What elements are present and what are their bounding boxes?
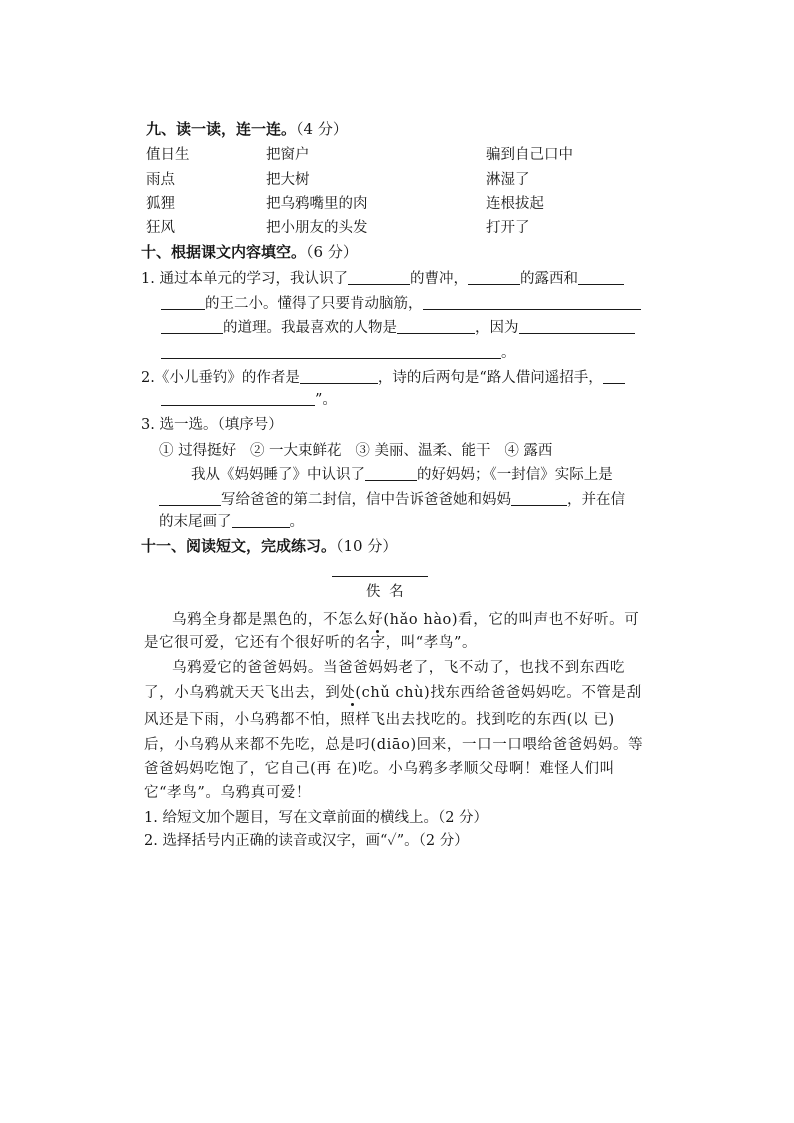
q9-col1-item: 狐狸 (146, 196, 175, 212)
q9-col1-item: 值日生 (146, 147, 190, 163)
title-answer-line[interactable] (332, 576, 428, 577)
answer-blank[interactable] (161, 391, 315, 406)
q11-heading: 十一、阅读短文，完成练习。（10 分） (141, 537, 398, 555)
paragraph-line: 后，小乌鸦从来都不先吃，总是叼(diāo)回来，一口一口喂给爸爸妈妈。等 (144, 737, 644, 753)
answer-blank[interactable] (519, 319, 635, 334)
q10-item3-options (159, 442, 552, 460)
q9-col2-item: 把小朋友的头发 (266, 220, 368, 236)
answer-blank[interactable] (161, 344, 501, 359)
answer-blank[interactable] (365, 466, 417, 481)
q9-col3-item: 连根拔起 (486, 196, 544, 212)
q10-item1-line2: 的王二小。懂得了只要肯动脑筋， (161, 295, 641, 313)
q10-item3-line1: 我从《妈妈睡了》中认识了 的好妈妈；《一封信》实际上是 (191, 467, 613, 483)
q9-col1-item: 雨点 (146, 172, 175, 188)
option-2: ② 一大束鲜花 (249, 443, 342, 459)
answer-blank[interactable] (232, 513, 290, 528)
paragraph-line: 了，小乌鸦就天天飞出去，到处(chǔ chù)找东西给爸爸妈妈吃。不管是刮 (144, 685, 642, 701)
q10-item1-line1: 1. 通过本单元的学习，我认识了 的曹冲， 的露西和 (141, 270, 624, 288)
answer-blank[interactable] (161, 319, 223, 334)
paragraph-line: 是它很可爱，它还有个很好听的名字，叫“孝鸟”。 (144, 635, 478, 651)
q9-col3-item: 淋湿了 (486, 172, 530, 188)
answer-blank[interactable] (468, 270, 520, 285)
q11-question-1: 1. 给短文加个题目，写在文章前面的横线上。（2 分） (144, 810, 489, 826)
option-4: ④ 露西 (504, 443, 553, 459)
answer-blank[interactable] (397, 319, 475, 334)
q10-item1-line4: 。 (161, 344, 516, 362)
answer-blank[interactable] (511, 491, 567, 506)
q10-item3-line2: 写给爸爸的第二封信，信中告诉爸爸她和妈妈 ，并在信 (159, 491, 625, 509)
q10-item1-line3: 的道理。我最喜欢的人物是 ，因为 (161, 319, 635, 337)
q10-heading: 十、根据课文内容填空。（6 分） (141, 243, 358, 261)
q11-question-2: 2. 选择括号内正确的读音或汉字，画“✓”。（2 分） (144, 833, 469, 849)
q9-col2-item: 把乌鸦嘴里的肉 (266, 196, 368, 212)
answer-blank[interactable] (348, 270, 410, 285)
paragraph-line: 风还是下雨，小乌鸦都不怕，照样飞出去找吃的。找到吃的东西(以 已) (144, 712, 615, 728)
option-1: ① 过得挺好 (159, 443, 237, 459)
q10-item2-line2: ”。 (161, 391, 337, 409)
q9-col3-item: 打开了 (486, 220, 530, 236)
emphasis-dot (351, 703, 354, 706)
option-3: ③ 美丽、温柔、能干 (355, 443, 491, 459)
paragraph-line: 乌鸦爱它的爸爸妈妈。当爸爸妈妈老了，飞不动了，也找不到东西吃 (172, 660, 625, 676)
q9-col1-item: 狂风 (146, 220, 175, 236)
q9-col2-item: 把窗户 (266, 147, 310, 163)
paragraph-line: 爸爸妈妈吃饱了，它自己(再 在)吃。小乌鸦多孝顺父母啊！难怪人们叫 (144, 761, 615, 777)
q10-item3-title: 3. 选一选。（填序号） (141, 417, 283, 433)
answer-blank[interactable] (161, 295, 205, 310)
q9-heading: 九、读一读，连一连。（4 分） (146, 120, 348, 138)
paragraph-line: 它“孝鸟”。乌鸦真可爱！ (144, 785, 312, 801)
answer-blank[interactable] (159, 491, 221, 506)
answer-blank[interactable] (423, 295, 641, 310)
emphasis-dot (376, 630, 379, 633)
q9-col2-item: 把大树 (266, 172, 310, 188)
answer-blank[interactable] (300, 369, 378, 384)
q10-item3-line3: 的末尾画了 。 (159, 514, 304, 530)
paragraph-line: 乌鸦全身都是黑色的，不怎么好(hǎo hào)看，它的叫声也不好听。可 (172, 612, 640, 628)
answer-blank[interactable] (578, 270, 624, 285)
q9-col3-item: 骗到自己口中 (486, 147, 573, 163)
answer-blank[interactable] (603, 369, 625, 384)
q10-item2-line1: 2.《小儿垂钓》的作者是 ，诗的后两句是“路人借问遥招手， (141, 369, 625, 387)
article-author: 佚 名 (366, 584, 406, 600)
